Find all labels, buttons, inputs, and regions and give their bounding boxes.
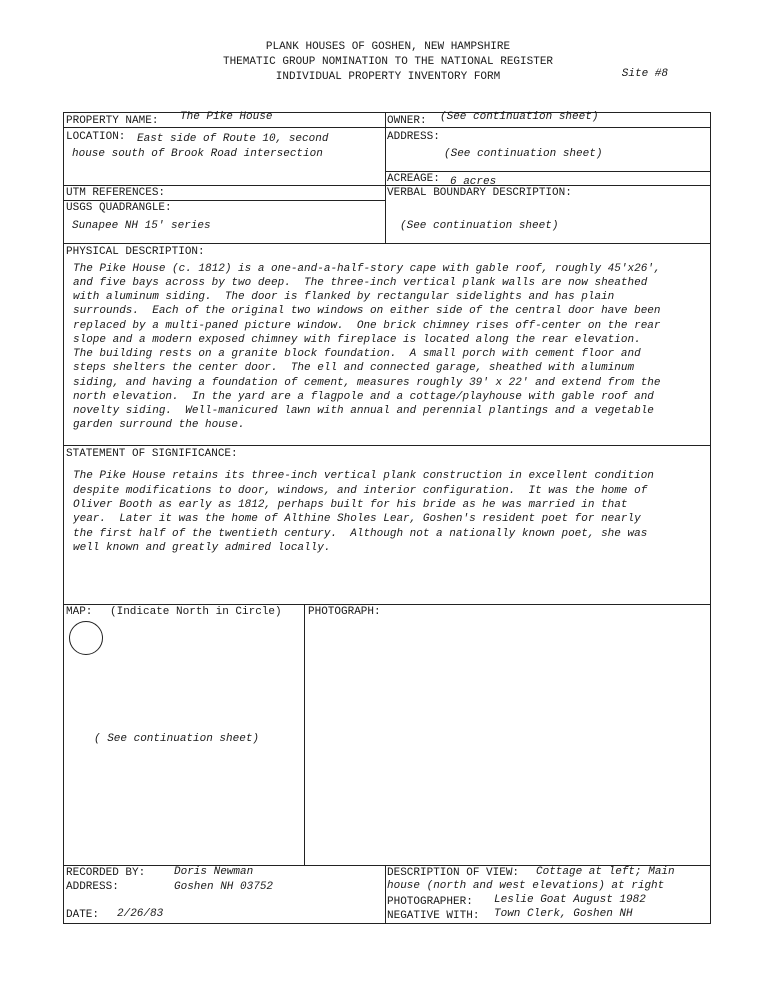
address-value: (See continuation sheet) [444,148,603,160]
significance-line: year. Later it was the home of Althine Sholes Lear, Goshen's resident poet for nearly [73,513,641,525]
recorded-by-label: RECORDED BY: [66,867,146,879]
map-instruction: (Indicate North in Circle) [110,606,282,618]
rule-above-acreage [385,171,711,172]
map-label: MAP: [66,606,93,618]
rule-below-significance [63,604,711,605]
location-value-1: East side of Route 10, second [137,133,329,145]
physical-line: novelty siding. Well-manicured lawn with annual and perennial plantings and a vegetable [73,405,654,417]
header-line-2: THEMATIC GROUP NOMINATION TO THE NATIONAL REGISTER [222,56,554,68]
acreage-label: ACREAGE: [387,173,440,185]
significance-line: despite modifications to door, windows, and interior configuration. It was the home of [73,485,648,497]
physical-line: slope and a modern exposed chimney with fireplace is located along the rear elevation. [73,334,641,346]
significance-label: STATEMENT OF SIGNIFICANCE: [66,448,238,460]
map-continuation-note: ( See continuation sheet) [94,733,260,745]
rule-below-physical [63,445,711,446]
rule-below-utm [63,200,385,201]
physical-line: surrounds. Each of the original two windows on either side of the central door have been [73,305,661,317]
verbal-boundary-label: VERBAL BOUNDARY DESCRIPTION: [387,187,572,199]
physical-line: The building rests on a granite block foundation. A small porch with cement floor and [73,348,641,360]
usgs-value: Sunapee NH 15' series [72,220,211,232]
owner-label: OWNER: [387,115,427,127]
header-line-1: PLANK HOUSES OF GOSHEN, NEW HAMPSHIRE [265,41,511,53]
header-line-3: INDIVIDUAL PROPERTY INVENTORY FORM [275,71,501,83]
divider-bottom [385,865,386,924]
photograph-label: PHOTOGRAPH: [308,606,381,618]
date-label: DATE: [66,909,100,921]
north-circle-icon [69,621,103,655]
owner-value: (See continuation sheet) [440,111,599,123]
significance-line: the first half of the twentieth century. Although not a nationally known poet, she was [73,528,648,540]
usgs-label: USGS QUADRANGLE: [66,202,172,214]
rule-below-usgs [63,243,711,244]
physical-line: garden surround the house. [73,419,245,431]
photographer-value: Leslie Goat August 1982 [494,894,646,906]
bottom-address-value: Goshen NH 03752 [174,881,274,893]
physical-line: with aluminum siding. The door is flanked by rectangular sidelights and has plain [73,291,615,303]
physical-line: north elevation. In the yard are a flagpole and a cottage/playhouse with gable roof and [73,391,654,403]
description-of-view-value-1: Cottage at left; Main [536,866,675,878]
description-of-view-value-2: house (north and west elevations) at right [387,880,665,892]
physical-line: steps shelters the center door. The ell and connected garage, sheathed with aluminum [73,362,635,374]
bottom-address-label: ADDRESS: [66,881,119,893]
address-label: ADDRESS: [387,131,440,143]
acreage-value: 6 acres [450,176,497,185]
negative-with-label: NEGATIVE WITH: [387,910,480,922]
recorded-by-value: Doris Newman [174,866,254,878]
physical-line: The Pike House (c. 1812) is a one-and-a-half-story cape with gable roof, roughly 45'x26', [73,263,661,275]
rule-below-location [63,185,385,186]
divider-top [385,112,386,243]
divider-map-photo [304,604,305,865]
date-value: 2/26/83 [117,908,164,920]
photographer-label: PHOTOGRAPHER: [387,896,473,908]
significance-line: The Pike House retains its three-inch vertical plank construction in excellent condition [73,470,654,482]
location-value-2: house south of Brook Road intersection [72,148,323,160]
significance-line: Oliver Booth as early as 1812, perhaps built for his bride as he was married in that [73,499,628,511]
physical-description-label: PHYSICAL DESCRIPTION: [66,246,205,258]
physical-line: replaced by a multi-paned picture window. One brick chimney rises off-center on the rear [73,320,661,332]
property-name-label: PROPERTY NAME: [66,115,159,127]
property-name-value: The Pike House [180,111,273,123]
utm-label: UTM REFERENCES: [66,187,166,199]
site-number: Site #8 [621,68,668,80]
description-of-view-label: DESCRIPTION OF VIEW: [387,867,520,879]
significance-line: well known and greatly admired locally. [73,542,331,554]
verbal-boundary-value: (See continuation sheet) [400,220,559,232]
negative-with-value: Town Clerk, Goshen NH [494,908,633,920]
location-label: LOCATION: [66,131,126,143]
physical-line: siding, and having a foundation of cement, measures roughly 39' x 22' and extend from the [73,377,661,389]
physical-line: and five bays across by two deep. The three-inch vertical plank walls are now sheathed [73,277,648,289]
